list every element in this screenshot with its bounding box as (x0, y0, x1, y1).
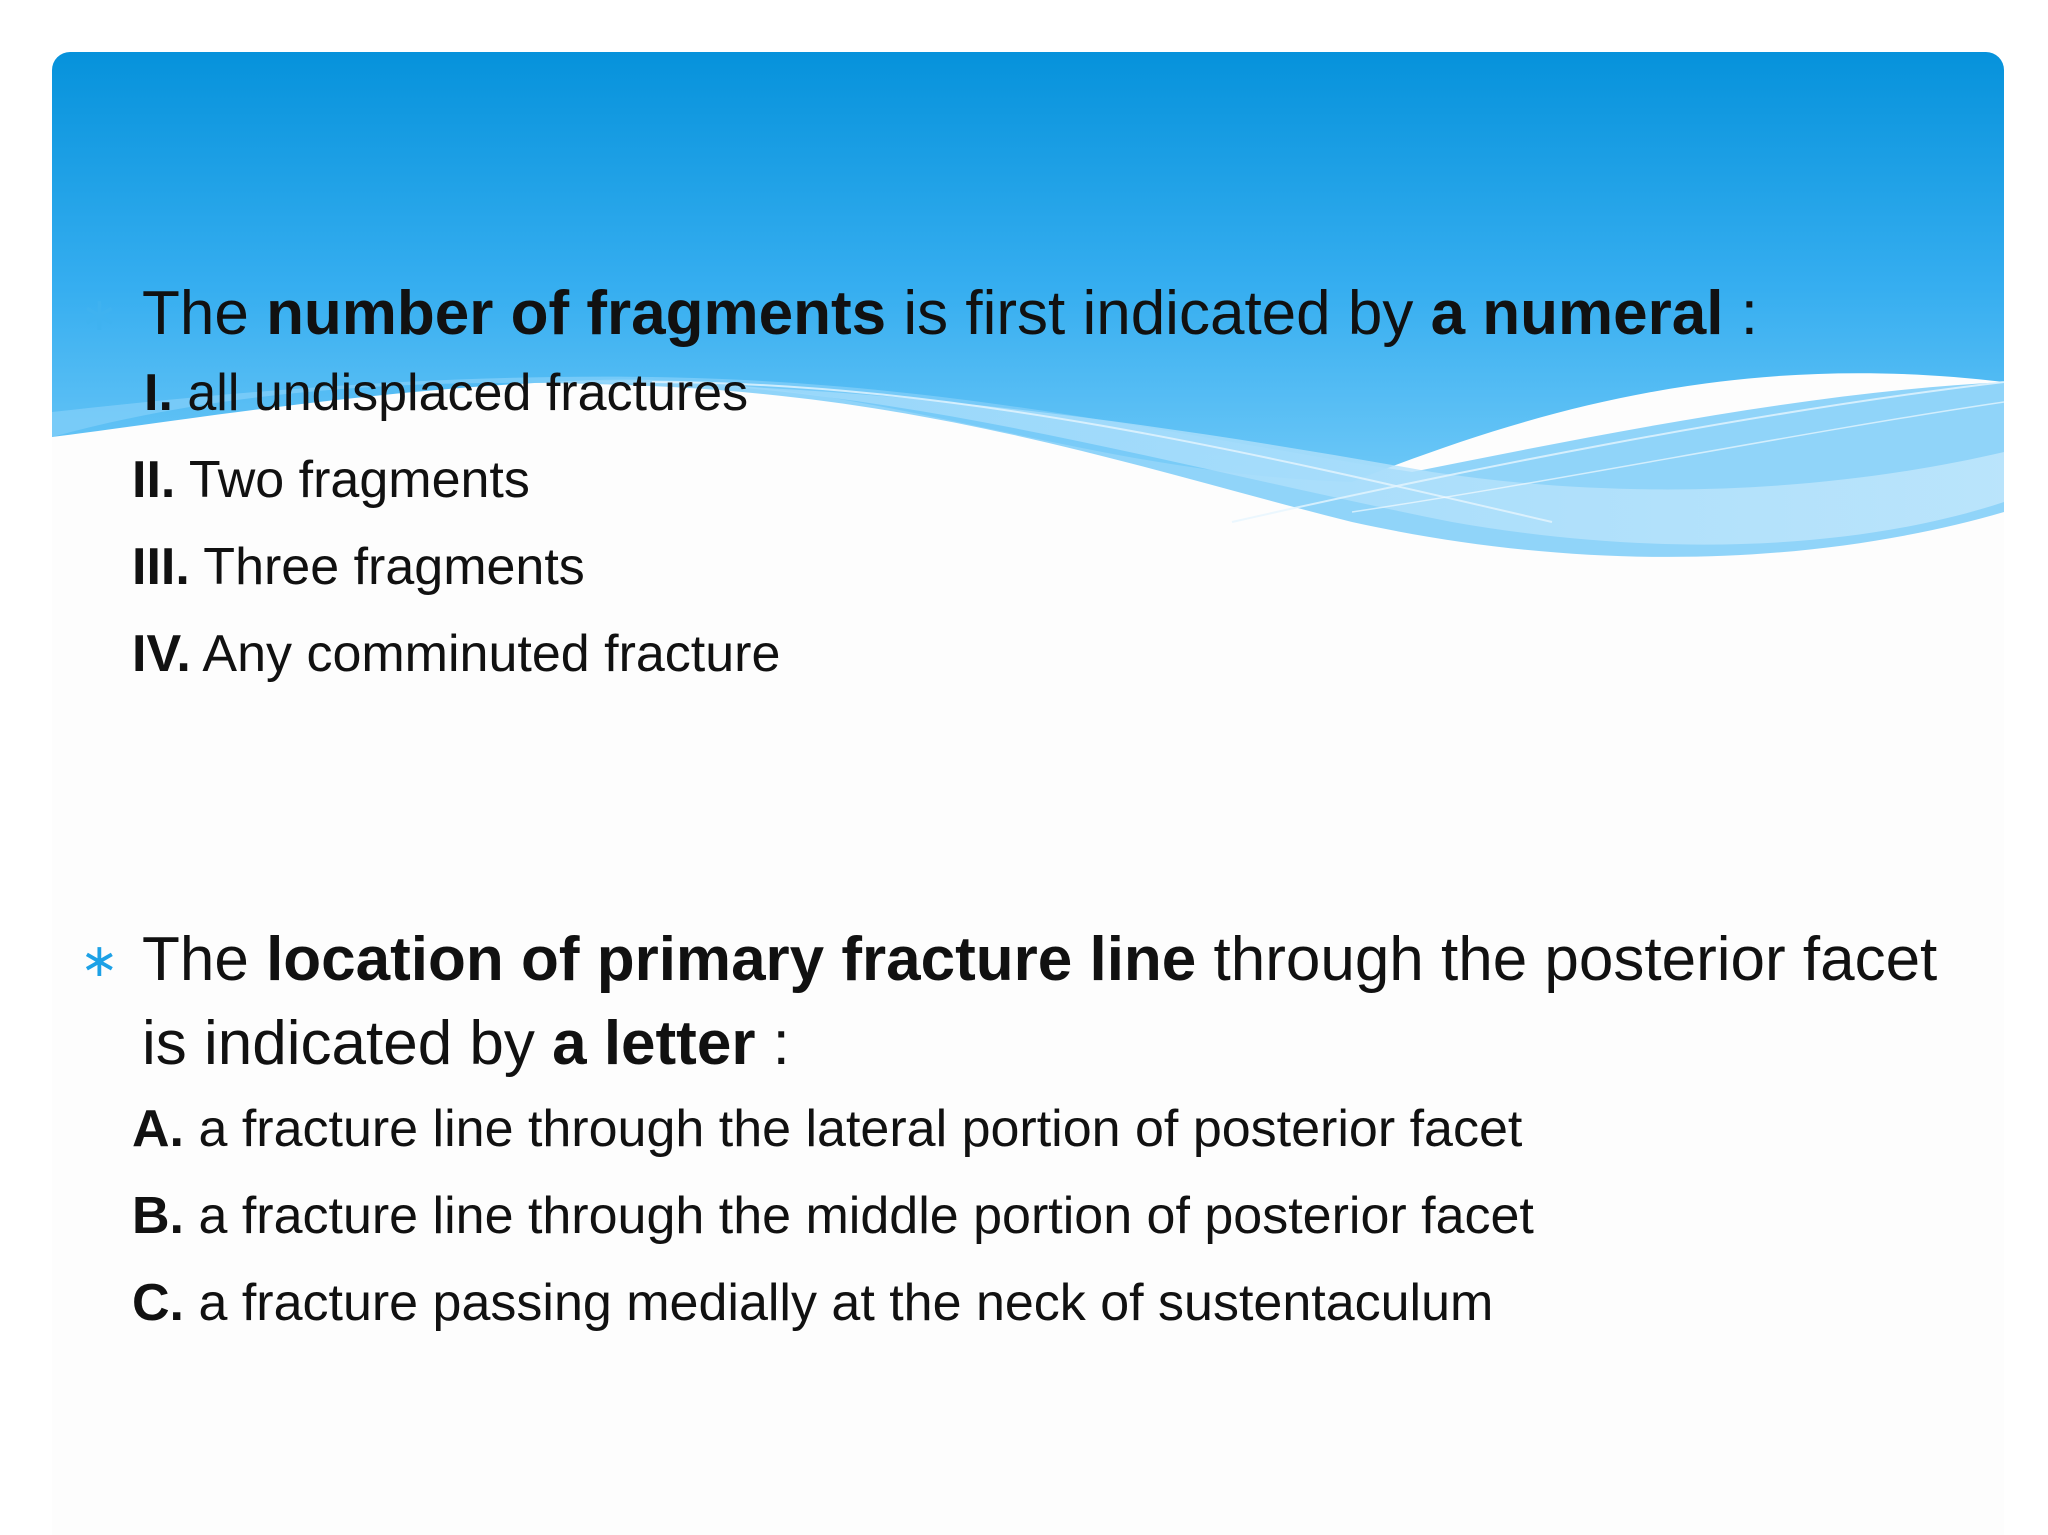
list-item (80, 350, 1960, 437)
intro-bold: location of primary fracture line (266, 925, 1197, 994)
item-label: C. (132, 1274, 184, 1332)
intro-text: is first indicated by (886, 279, 1431, 348)
item-text: all undisplaced fractures (172, 364, 749, 422)
numeral-intro (80, 272, 1960, 356)
list-item (80, 524, 1960, 611)
intro-text: The (142, 925, 267, 994)
item-label: B. (132, 1187, 184, 1245)
item-text: Three fragments (189, 538, 585, 596)
asterisk-bullet-icon: ∗ (80, 934, 119, 986)
item-label: II. (132, 451, 176, 509)
intro-text: : (1723, 279, 1758, 348)
list-item (80, 437, 1960, 524)
list-item (80, 1260, 1960, 1347)
intro-bold: a numeral (1430, 279, 1724, 348)
item-text: Two fragments (175, 451, 530, 509)
item-label: III. (132, 538, 190, 596)
intro-text: The (142, 279, 267, 348)
item-text: Any comminuted fracture (190, 625, 781, 683)
numeral-section (80, 272, 1960, 698)
item-text: a fracture line through the lateral portion of posterior facet (184, 1100, 1523, 1158)
letter-intro (80, 918, 1942, 1086)
list-item (80, 611, 1960, 698)
asterisk-bullet-icon: ∗ (80, 288, 119, 340)
list-item (80, 1173, 1960, 1260)
item-label: A. (132, 1100, 184, 1158)
intro-text: : (755, 1009, 790, 1078)
intro-bold: number of fragments (266, 279, 887, 348)
item-text: a fracture passing medially at the neck of sustentaculum (184, 1274, 1494, 1332)
list-item (80, 1086, 1960, 1173)
item-text: a fracture line through the middle portion of posterior facet (184, 1187, 1534, 1245)
item-label: I. (144, 364, 173, 422)
letter-section (80, 918, 1960, 1347)
intro-text: through the posterior facet is indicated by (142, 925, 1938, 1078)
item-label: IV. (132, 625, 191, 683)
intro-bold: a letter (552, 1009, 756, 1078)
